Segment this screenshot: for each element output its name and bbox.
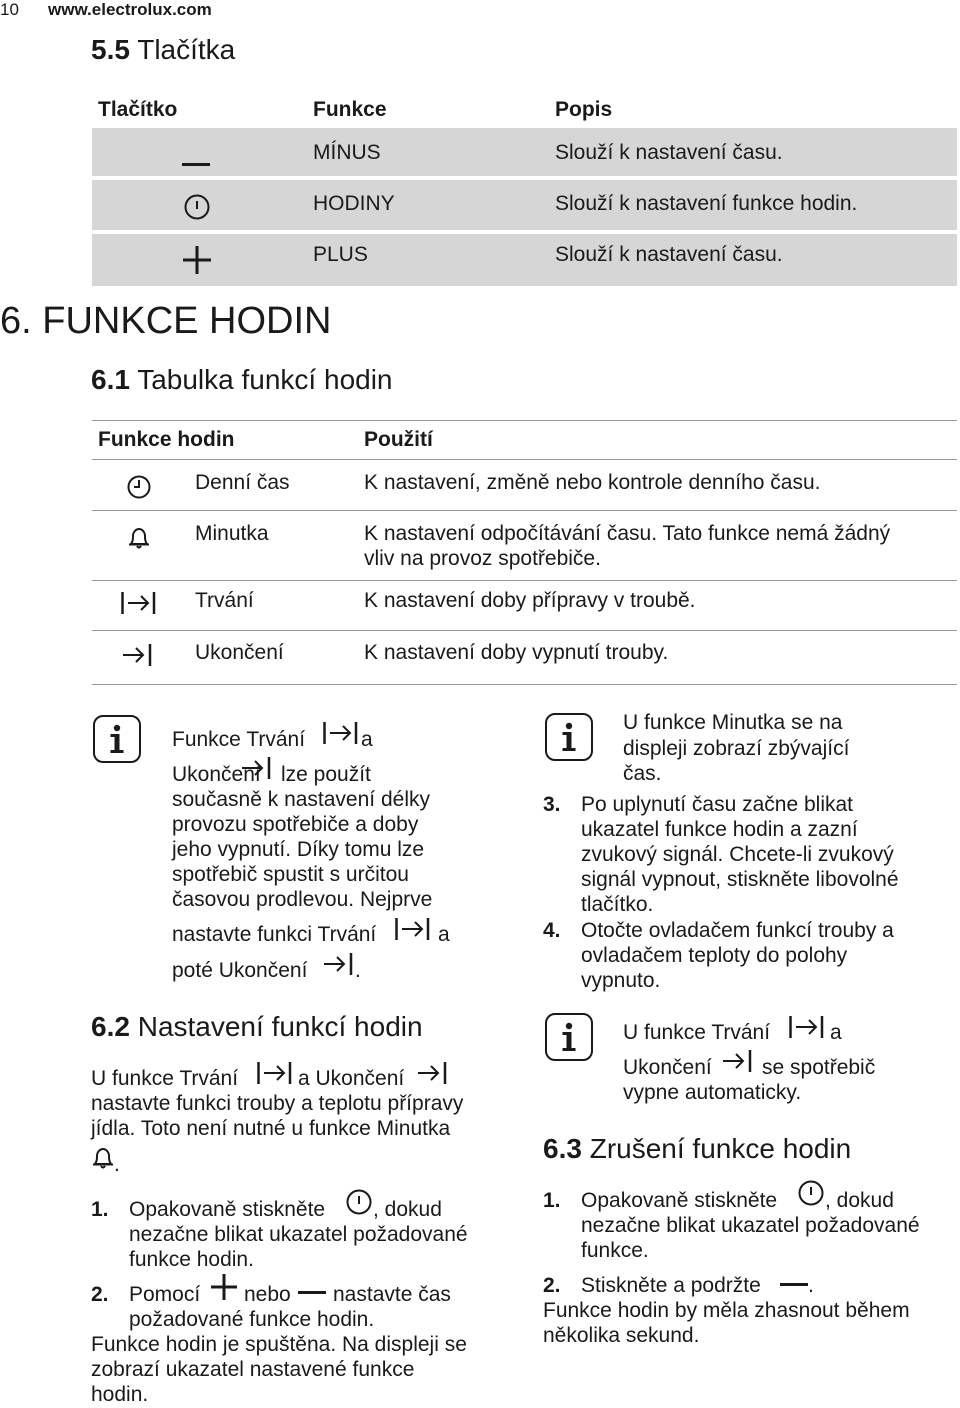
- end-icon: [241, 756, 273, 785]
- minus-icon: [298, 1282, 326, 1300]
- minus-icon: [780, 1274, 808, 1292]
- clock-icon: [184, 194, 210, 225]
- note-text: displeji zobrazí zbývající: [623, 737, 850, 760]
- divider: [92, 684, 957, 685]
- note-text: časovou prodlevou. Nejprve: [172, 888, 433, 911]
- note-text: a: [361, 728, 373, 751]
- note-text: současně k nastavení délky: [172, 788, 430, 811]
- bell-icon: [127, 526, 151, 555]
- duration-icon: [257, 1061, 293, 1090]
- description-cell: Slouží k nastavení času.: [555, 141, 783, 164]
- note-text: nastavte funkci Trvání: [172, 923, 377, 946]
- divider: [92, 630, 957, 631]
- col-header-use: Použití: [364, 428, 433, 451]
- minus-icon: [182, 154, 210, 172]
- info-icon: [93, 715, 141, 768]
- divider: [92, 420, 957, 421]
- section-5-5-title: 5.5 Tlačítka: [91, 34, 236, 65]
- step-text: nastavte čas: [333, 1283, 451, 1306]
- step-number: 3.: [543, 793, 561, 816]
- clock-function-name: Trvání: [195, 589, 254, 612]
- clock-function-name: Minutka: [195, 522, 269, 545]
- step-text: nezačne blikat ukazatel požadované: [129, 1223, 468, 1246]
- paragraph: jídla. Toto není nutné u funkce Minutka: [91, 1117, 451, 1140]
- clock-function-use: K nastavení doby vypnutí trouby.: [364, 641, 669, 664]
- step-text: požadované funkce hodin.: [129, 1308, 375, 1331]
- function-cell: MÍNUS: [313, 141, 381, 164]
- step-text: Stiskněte a podržte: [581, 1274, 761, 1297]
- chapter-6-title: 6. FUNKCE HODIN: [0, 300, 332, 342]
- step-number: 1.: [91, 1198, 109, 1221]
- time-of-day-icon: [127, 475, 151, 504]
- step-text: funkce hodin.: [129, 1248, 254, 1271]
- step-text: zvukový signál. Chcete-li zvukový: [581, 843, 894, 866]
- step-number: 2.: [91, 1283, 109, 1306]
- bell-icon: [91, 1146, 115, 1175]
- step-text: Po uplynutí času začne blikat: [581, 793, 853, 816]
- note-text: Ukončení: [623, 1056, 712, 1079]
- section-6-3-title: 6.3 Zrušení funkce hodin: [543, 1133, 852, 1164]
- step-number: 2.: [543, 1274, 561, 1297]
- plus-icon: [211, 1274, 237, 1305]
- step-number: 1.: [543, 1189, 561, 1212]
- step-text: Opakovaně stiskněte: [581, 1189, 778, 1212]
- step-text: vypnuto.: [581, 969, 661, 992]
- step-text: Otočte ovladačem funkcí trouby a: [581, 919, 894, 942]
- col-header-clock-function: Funkce hodin: [98, 428, 235, 451]
- col-header-function: Funkce: [313, 98, 387, 121]
- note-text: poté Ukončení: [172, 959, 308, 982]
- step-text: Pomocí: [129, 1283, 201, 1306]
- step-text: ukazatel funkce hodin a zazní: [581, 818, 858, 841]
- duration-icon: [121, 591, 157, 620]
- plus-icon: [183, 246, 211, 279]
- description-cell: Slouží k nastavení času.: [555, 243, 783, 266]
- clock-function-use: K nastavení doby přípravy v troubě.: [364, 589, 696, 612]
- step-text: , dokud: [373, 1198, 442, 1221]
- end-icon: [722, 1049, 754, 1078]
- note-text: lze použít: [281, 763, 371, 786]
- info-icon: [545, 713, 593, 766]
- note-text: U funkce Trvání: [623, 1021, 771, 1044]
- step-number: 4.: [543, 919, 561, 942]
- end-icon: [417, 1061, 449, 1090]
- note-text: U funkce Minutka se na: [623, 711, 843, 734]
- note-text: a: [438, 923, 450, 946]
- col-header-description: Popis: [555, 98, 613, 121]
- note-text: .: [355, 959, 361, 982]
- step-text: , dokud: [825, 1189, 894, 1212]
- function-cell: PLUS: [313, 243, 368, 266]
- note-text: Ukončení: [172, 763, 261, 786]
- table-row: [92, 234, 957, 286]
- note-text: a: [830, 1021, 842, 1044]
- section-6-1-title: 6.1 Tabulka funkcí hodin: [91, 364, 393, 395]
- clock-icon: [798, 1180, 824, 1211]
- paragraph: zobrazí ukazatel nastavené funkce: [91, 1358, 415, 1381]
- divider: [92, 459, 957, 460]
- section-6-2-title: 6.2 Nastavení funkcí hodin: [91, 1011, 423, 1042]
- step-text: ovladačem teploty do polohy: [581, 944, 848, 967]
- note-text: vypne automaticky.: [623, 1081, 802, 1104]
- note-text: jeho vypnutí. Díky tomu lze: [172, 838, 425, 861]
- paragraph: .: [114, 1153, 120, 1176]
- page-number: 10: [0, 0, 19, 19]
- divider: [92, 580, 957, 581]
- description-cell: Slouží k nastavení funkce hodin.: [555, 192, 858, 215]
- duration-icon: [395, 917, 431, 946]
- paragraph: nastavte funkci trouby a teplotu přípravy: [91, 1092, 464, 1115]
- paragraph: U funkce Trvání: [91, 1067, 239, 1090]
- paragraph: Funkce hodin by měla zhasnout během: [543, 1299, 910, 1322]
- note-text: čas.: [623, 762, 662, 785]
- duration-icon: [323, 721, 359, 750]
- paragraph: Funkce hodin je spuštěna. Na displeji se: [91, 1333, 467, 1356]
- clock-icon: [346, 1189, 372, 1220]
- paragraph: několika sekund.: [543, 1324, 700, 1347]
- note-text: Funkce Trvání: [172, 728, 306, 751]
- clock-function-use: K nastavení, změně nebo kontrole denního času.: [364, 471, 821, 494]
- step-text: nebo: [244, 1283, 291, 1306]
- step-text: Opakovaně stiskněte: [129, 1198, 326, 1221]
- duration-icon: [789, 1015, 825, 1044]
- step-text: nezačne blikat ukazatel požadované: [581, 1214, 920, 1237]
- table-row: [92, 128, 957, 176]
- step-text: tlačítko.: [581, 893, 654, 916]
- site-url: www.electrolux.com: [48, 0, 212, 19]
- paragraph: hodin.: [91, 1383, 149, 1406]
- note-text: provozu spotřebiče a doby: [172, 813, 419, 836]
- note-text: se spotřebič: [762, 1056, 876, 1079]
- paragraph: a Ukončení: [298, 1067, 405, 1090]
- end-icon: [323, 952, 355, 981]
- clock-function-name: Ukončení: [195, 641, 284, 664]
- note-text: spotřebič spustit s určitou: [172, 863, 409, 886]
- step-text: .: [808, 1274, 814, 1297]
- clock-function-name: Denní čas: [195, 471, 290, 494]
- step-text: signál vypnout, stiskněte libovolné: [581, 868, 899, 891]
- function-cell: HODINY: [313, 192, 395, 215]
- col-header-button: Tlačítko: [98, 98, 178, 121]
- clock-function-use: vliv na provoz spotřebiče.: [364, 547, 601, 570]
- end-icon: [122, 643, 154, 672]
- clock-function-use: K nastavení odpočítávání času. Tato funkce nemá žádný: [364, 522, 891, 545]
- step-text: funkce.: [581, 1239, 649, 1262]
- divider: [92, 510, 957, 511]
- info-icon: [545, 1013, 593, 1066]
